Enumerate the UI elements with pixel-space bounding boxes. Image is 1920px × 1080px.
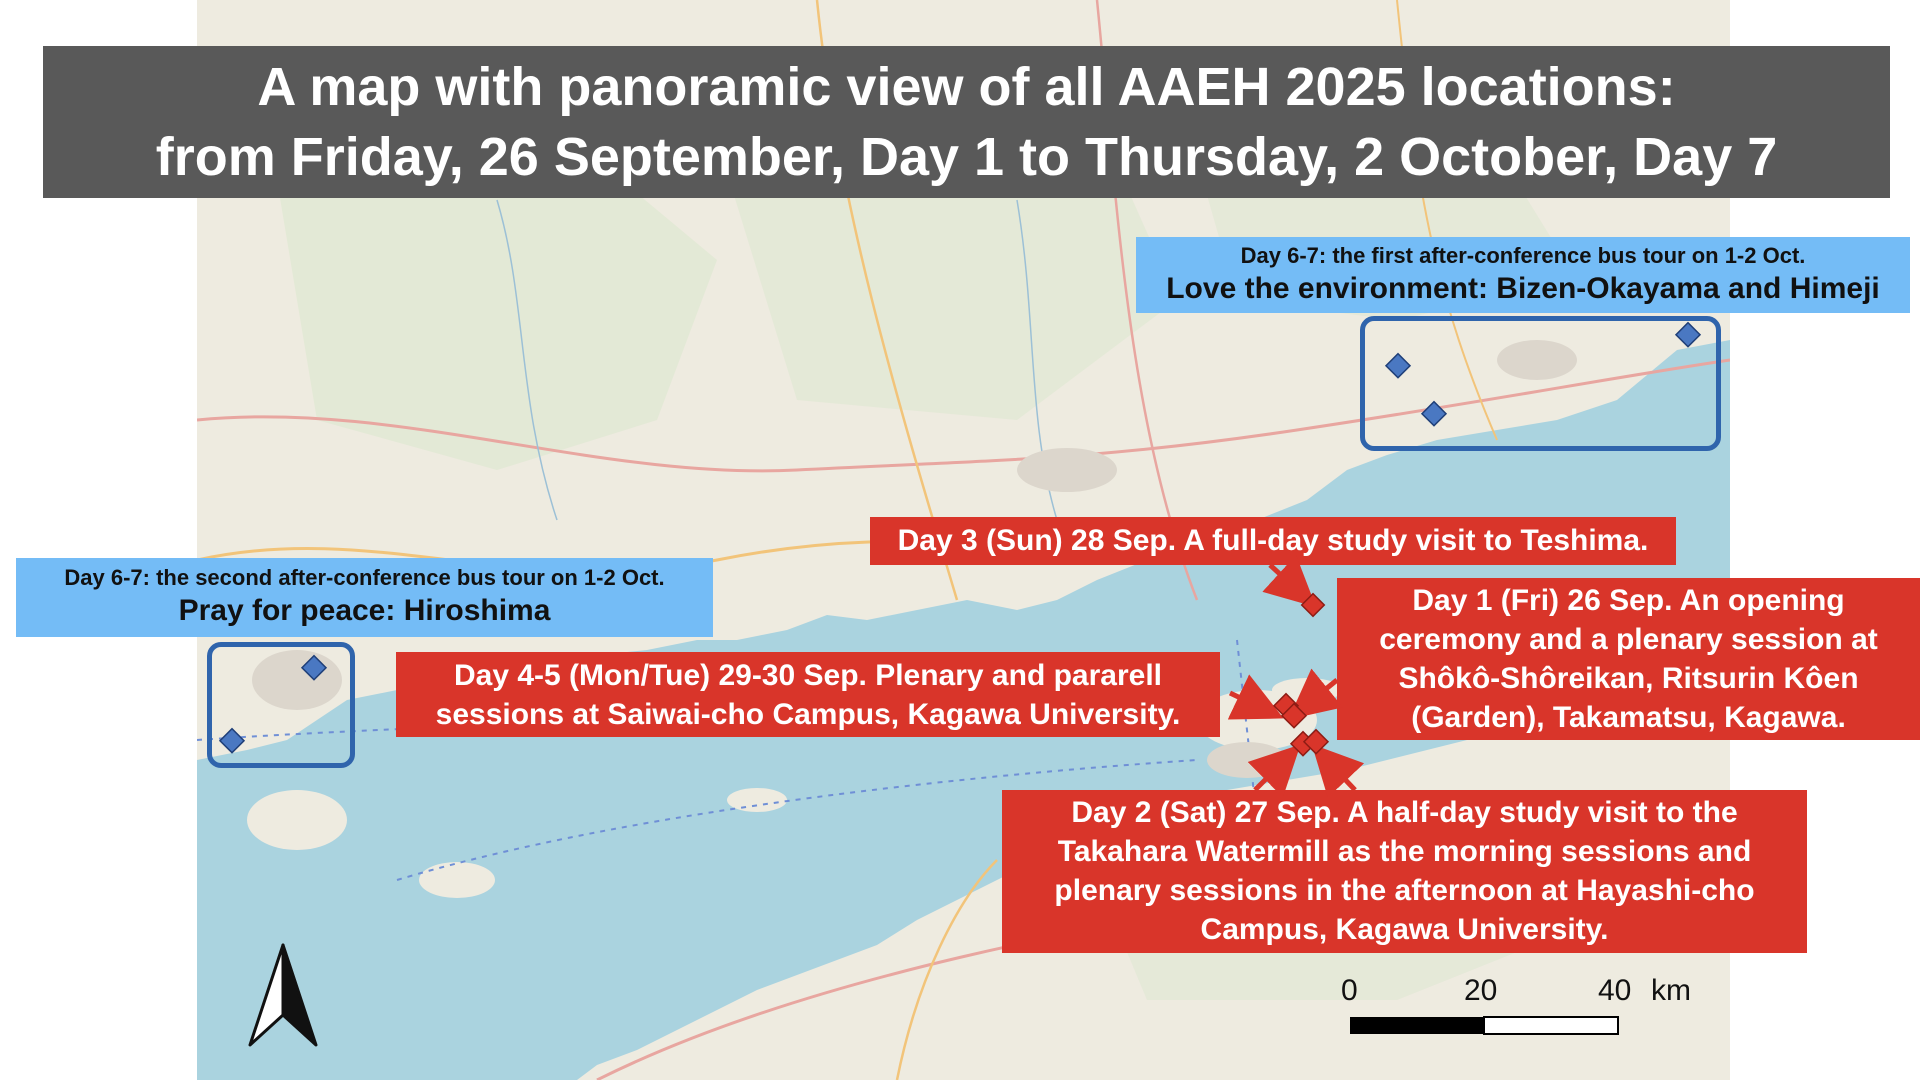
- scale-unit: km: [1651, 974, 1691, 1007]
- north-arrow-icon: [250, 945, 316, 1045]
- diamond-marker-icon[interactable]: [1676, 323, 1700, 347]
- day1-label-line-3: Shôkô-Shôreikan, Ritsurin Kôen: [1398, 662, 1859, 695]
- diamond-marker-icon[interactable]: [302, 656, 326, 680]
- day2-label-line-2: Takahara Watermill as the morning sessions and: [1057, 835, 1752, 868]
- diamond-marker-icon[interactable]: [1302, 594, 1325, 617]
- day45-label-line-2: sessions at Saiwai-cho Campus, Kagawa University.: [435, 698, 1181, 731]
- diamond-marker-icon[interactable]: [1422, 402, 1446, 426]
- scale-tick-0: 0: [1341, 974, 1358, 1007]
- diamond-marker-icon[interactable]: [1386, 354, 1410, 378]
- day45-label-line-1: Day 4-5 (Mon/Tue) 29-30 Sep. Plenary and pararell: [453, 659, 1163, 692]
- day2-label-line-3: plenary sessions in the afternoon at Hayashi-cho: [1054, 874, 1755, 907]
- title-line-1: A map with panoramic view of all AAEH 2025 locations:: [257, 57, 1676, 117]
- day2-arrow-right: [1322, 755, 1355, 790]
- tour-east-label-line-1: Day 6-7: the first after-conference bus tour on 1-2 Oct.: [1240, 243, 1806, 268]
- scale-bar: [1350, 1017, 1618, 1034]
- day1-arrow: [1300, 680, 1337, 710]
- tour-west-label-line-2: Pray for peace: Hiroshima: [178, 594, 551, 627]
- day3-label-line-1: Day 3 (Sun) 28 Sep. A full-day study visit to Teshima.: [897, 524, 1649, 557]
- title-line-2: from Friday, 26 September, Day 1 to Thursday, 2 October, Day 7: [155, 127, 1778, 187]
- tour-east-label-line-2: Love the environment: Bizen-Okayama and Himeji: [1166, 272, 1880, 305]
- day1-label-line-4: (Garden), Takamatsu, Kagawa.: [1411, 701, 1846, 734]
- day3-arrow: [1270, 565, 1305, 597]
- day2-label-line-4: Campus, Kagawa University.: [1200, 913, 1609, 946]
- day1-label-line-2: ceremony and a plenary session at: [1379, 623, 1878, 656]
- scale-tick-20: 20: [1464, 974, 1498, 1007]
- day1-label-line-1: Day 1 (Fri) 26 Sep. An opening: [1412, 584, 1845, 617]
- tour-west-label-line-1: Day 6-7: the second after-conference bus tour on 1-2 Oct.: [64, 565, 665, 590]
- scale-tick-40: 40: [1598, 974, 1632, 1007]
- day2-arrow-left: [1255, 755, 1290, 790]
- day45-arrow: [1230, 693, 1270, 712]
- diamond-marker-icon[interactable]: [220, 729, 244, 753]
- day2-label-line-1: Day 2 (Sat) 27 Sep. A half-day study visit to the: [1071, 796, 1738, 829]
